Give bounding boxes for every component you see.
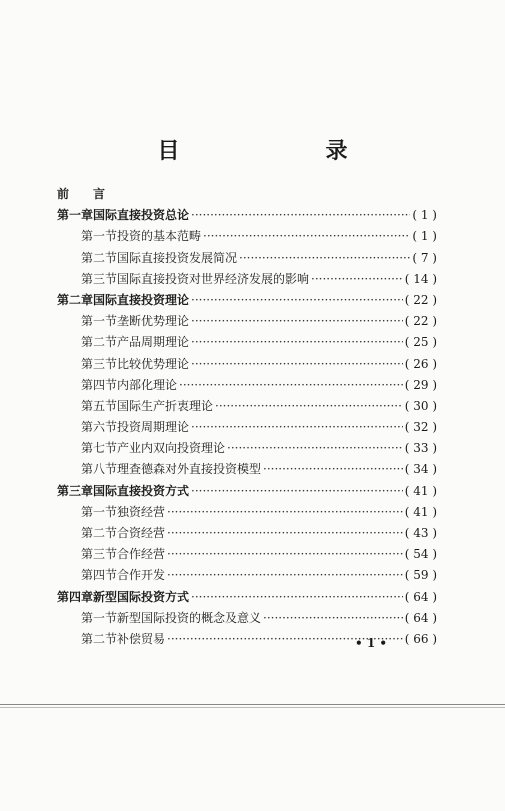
entry-number: 第三节 <box>81 547 118 562</box>
entry-title: 新型国际投资方式 <box>93 589 190 604</box>
entry-number: 第二节 <box>81 631 118 646</box>
bottom-rule-secondary <box>0 707 505 708</box>
entry-number: 第四章 <box>57 589 94 604</box>
dot-leader <box>167 526 403 540</box>
toc-preface <box>57 185 437 206</box>
entry-number: 第二节 <box>81 250 118 265</box>
entry-number: 第六节 <box>81 420 118 435</box>
entry-page: ( 26 ) <box>404 356 437 371</box>
preface-heading: 前 言 <box>57 187 112 201</box>
toc-chapter-row <box>57 291 437 312</box>
entry-page: ( 7 ) <box>412 250 437 265</box>
toc-entries <box>57 206 437 651</box>
entry-page: ( 64 ) <box>404 589 437 604</box>
dot-leader <box>167 505 403 519</box>
entry-title: 内部化理论 <box>117 377 178 392</box>
table-of-contents <box>57 185 437 651</box>
dot-leader <box>179 378 403 392</box>
entry-title: 产品周期理论 <box>117 335 190 350</box>
entry-page: ( 22 ) <box>404 314 437 329</box>
entry-title: 投资的基本范畴 <box>117 229 202 244</box>
entry-title: 投资周期理论 <box>117 420 190 435</box>
entry-number: 第八节 <box>81 462 118 477</box>
entry-number: 第三节 <box>81 356 118 371</box>
dot-leader <box>215 399 403 413</box>
toc-section-row <box>57 397 437 418</box>
entry-number: 第七节 <box>81 441 118 456</box>
entry-page: ( 64 ) <box>404 610 437 625</box>
entry-title: 合作经营 <box>117 547 166 562</box>
toc-section-row <box>57 376 437 397</box>
dot-leader <box>191 293 403 307</box>
toc-chapter-row <box>57 206 437 227</box>
entry-page: ( 66 ) <box>404 631 437 646</box>
entry-number: 第一节 <box>81 229 118 244</box>
entry-number: 第二节 <box>81 335 118 350</box>
entry-number: 第二章 <box>57 292 94 307</box>
entry-page: ( 30 ) <box>404 398 437 413</box>
toc-section-row <box>57 566 437 587</box>
entry-number: 第一节 <box>81 610 118 625</box>
entry-title: 国际直接投资总论 <box>93 208 190 223</box>
toc-section-row <box>57 609 437 630</box>
bottom-rule <box>0 704 505 705</box>
entry-page: ( 22 ) <box>404 292 437 307</box>
entry-number: 第四节 <box>81 377 118 392</box>
entry-number: 第一章 <box>57 208 94 223</box>
toc-chapter-row <box>57 482 437 503</box>
toc-section-row <box>57 333 437 354</box>
entry-page: ( 1 ) <box>412 229 437 244</box>
dot-leader <box>191 314 403 328</box>
entry-title: 合资经营 <box>117 526 166 540</box>
toc-section-row <box>57 460 437 481</box>
entry-number: 第三章 <box>57 483 94 498</box>
entry-page: ( 1 ) <box>412 208 437 223</box>
entry-number: 第一节 <box>81 314 118 329</box>
entry-title: 国际生产折衷理论 <box>117 398 214 413</box>
entry-number: 第四节 <box>81 568 118 583</box>
entry-title: 垄断优势理论 <box>117 314 190 329</box>
toc-section-row <box>57 524 437 545</box>
entry-page: ( 34 ) <box>404 462 437 477</box>
entry-title: 国际直接投资对世界经济发展的影响 <box>117 271 310 286</box>
dot-leader <box>191 420 403 434</box>
entry-title: 新型国际投资的概念及意义 <box>117 610 262 625</box>
entry-page: ( 25 ) <box>404 335 437 350</box>
entry-title: 国际直接投资方式 <box>93 483 190 498</box>
entry-page: ( 54 ) <box>404 547 437 562</box>
toc-section-row <box>57 270 437 291</box>
dot-leader <box>191 590 403 604</box>
toc-chapter-row <box>57 588 437 609</box>
dot-leader <box>191 208 410 222</box>
dot-leader <box>167 568 403 582</box>
entry-number: 第五节 <box>81 398 118 413</box>
dot-leader <box>263 462 403 476</box>
page-title: 目 录 <box>157 138 382 164</box>
toc-section-row <box>57 545 437 566</box>
entry-page: ( 59 ) <box>404 568 437 583</box>
toc-section-row <box>57 439 437 460</box>
dot-leader <box>263 611 403 625</box>
dot-leader <box>227 441 403 455</box>
entry-title: 独资经营 <box>117 504 166 519</box>
dot-leader <box>203 229 410 243</box>
entry-title: 国际直接投资理论 <box>93 292 190 307</box>
entry-page: ( 33 ) <box>404 441 437 456</box>
entry-number: 第一节 <box>81 504 118 519</box>
entry-page: ( 29 ) <box>404 377 437 392</box>
toc-section-row <box>57 249 437 270</box>
entry-title: 国际直接投资发展简况 <box>117 250 238 265</box>
dot-leader <box>311 272 403 286</box>
dot-leader <box>191 335 403 349</box>
entry-page: ( 41 ) <box>404 483 437 498</box>
entry-page: ( 14 ) <box>404 271 437 286</box>
entry-page: ( 41 ) <box>404 504 437 519</box>
entry-title: 合作开发 <box>117 568 166 583</box>
page-number: • 1 • <box>355 636 388 650</box>
dot-leader <box>239 251 410 265</box>
entry-title: 理查德森对外直接投资模型 <box>117 462 262 477</box>
dot-leader <box>167 547 403 561</box>
entry-title: 比较优势理论 <box>117 356 190 371</box>
toc-section-row <box>57 418 437 439</box>
toc-section-row <box>57 503 437 524</box>
entry-number: 第三节 <box>81 271 118 286</box>
entry-title: 补偿贸易 <box>117 631 166 646</box>
dot-leader <box>191 484 403 498</box>
toc-section-row <box>57 227 437 248</box>
toc-section-row <box>57 355 437 376</box>
entry-title: 产业内双向投资理论 <box>117 441 226 456</box>
entry-number: 第二节 <box>81 526 118 540</box>
toc-section-row <box>57 312 437 333</box>
entry-page: ( 32 ) <box>404 420 437 435</box>
dot-leader <box>191 357 403 371</box>
entry-page: ( 43 ) <box>404 526 437 540</box>
